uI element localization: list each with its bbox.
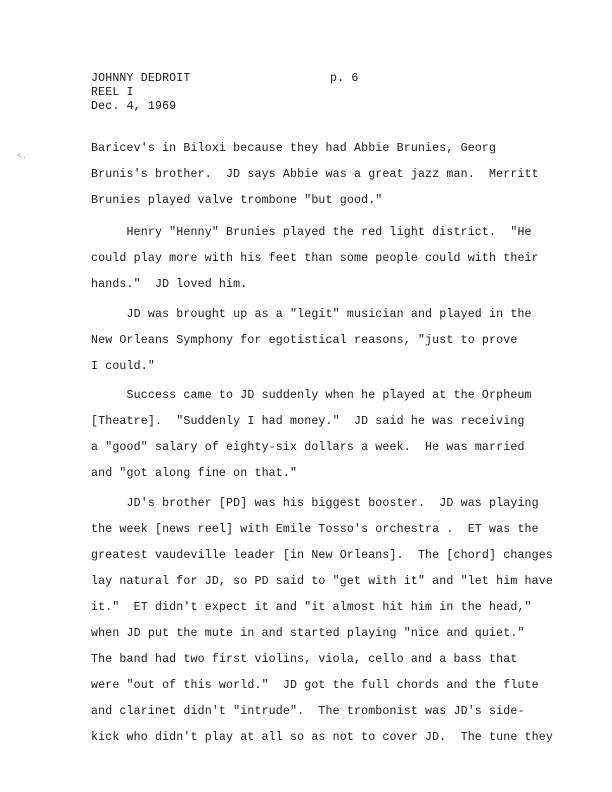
body-line: greatest vaudeville leader [in New Orleans]. The [chord] changes [91,549,553,562]
body-line: I could." [91,360,155,373]
body-line: JD was brought up as a "legit" musician and played in the [91,308,532,321]
body-line: it." ET didn't expect it and "it almost hit him in the head," [91,601,532,614]
body-line: lay natural for JD, so PD said to "get with it" and "let him have [91,575,553,588]
body-line: Brunies played valve trombone "but good." [91,194,383,207]
header-page-number: p. 6 [330,72,359,85]
body-line: hands." JD loved him. [91,278,248,291]
body-line: when JD put the mute in and started playing "nice and quiet." [91,627,525,640]
body-line: Success came to JD suddenly when he played at the Orpheum [91,389,532,402]
header-date: Dec. 4, 1969 [91,100,177,113]
body-line: Henry "Henny" Brunies played the red light district. "He [91,226,532,239]
body-line: and clarinet didn't "intrude". The trombonist was JD's side- [91,705,525,718]
header-reel: REEL I [91,86,134,99]
body-line: could play more with his feet than some people could with their [91,252,539,265]
body-line: were "out of this world." JD got the full chords and the flute [91,679,539,692]
body-line: New Orleans Symphony for egotistical reasons, "just to prove [91,334,518,347]
body-line: a "good" salary of eighty-six dollars a week. He was married [91,441,525,454]
body-line: kick who didn't play at all so as not to cover JD. The tune they [91,731,553,744]
body-line: and "got along fine on that." [91,467,298,480]
margin-mark: <. [17,152,27,161]
body-line: the week [news reel] with Emile Tosso's orchestra . ET was the [91,523,539,536]
body-line: Brunis's brother. JD says Abbie was a great jazz man. Merritt [91,168,539,181]
body-line: JD's brother [PD] was his biggest booster. JD was playing [91,497,539,510]
body-line: Baricev's in Biloxi because they had Abbie Brunies, Georg [91,142,497,155]
body-line: The band had two first violins, viola, cello and a bass that [91,653,518,666]
header-name: JOHNNY DEDROIT [91,72,191,85]
body-line: [Theatre]. "Suddenly I had money." JD said he was receiving [91,415,525,428]
